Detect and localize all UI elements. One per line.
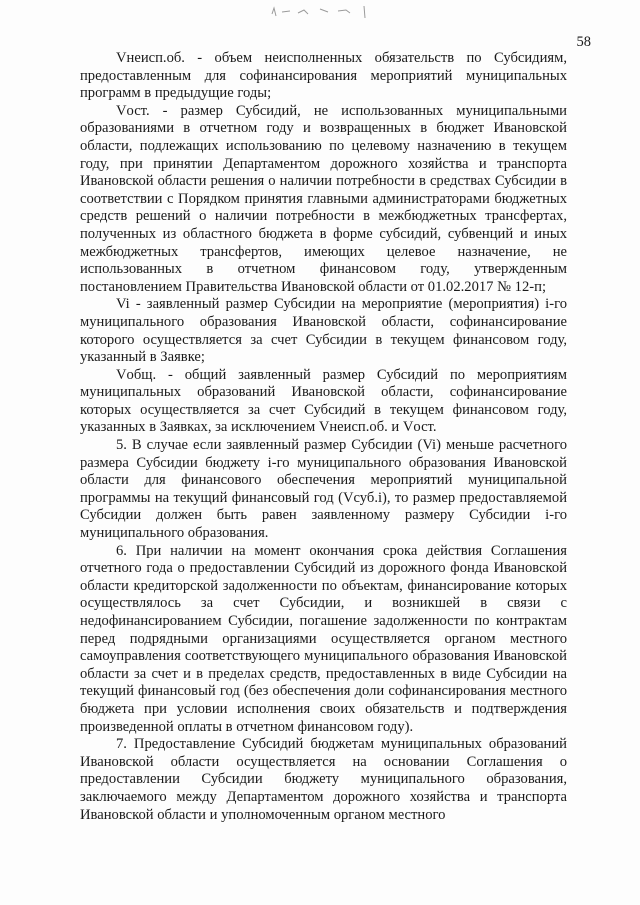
paragraph-vneisp-definition: Vнеисп.об. - объем неисполненных обязательств по Субсидиям, предоставленным для софинансирования мероприятий муниципальных программ в предыдущие годы;: [80, 50, 567, 102]
page-number: 58: [576, 34, 591, 50]
paragraph-item-5: 5. В случае если заявленный размер Субсидии (Vi) меньше расчетного размера Субсидии бюджету i-го муниципального образования Ивановской области для финансового обеспечения мероприятий муниципальной программы на текущий финансовый год (Vсуб.i), то размер предоставляемой Субсидии должен быть равен заявленному размеру Субсидии i-го муниципального образования.: [80, 437, 567, 542]
paragraph-item-6: 6. При наличии на момент окончания срока действия Соглашения отчетного года о предоставлении Субсидий из дорожного фонда Ивановской области кредиторской задолженности по объектам, финансирование которых осуществлялось за счет Субсидии, и возникшей в связи с недофинансированием Субсидии, погашение задолженности по контрактам перед подрядными организациями осуществляется органом местного самоуправления соответствующего муниципального образования Ивановской области за счет и в пределах средств, предоставленных в виде Субсидии на текущий финансовый год (без обеспечения доли софинансирования местного бюджета при условии исполнения своих обязательств и подтверждения произведенной оплаты в отчетном финансовом году).: [80, 542, 567, 735]
scan-artifact-mark: [268, 2, 378, 22]
paragraph-vost-definition: Vост. - размер Субсидий, не использованных муниципальными образованиями в отчетном году и возвращенных в бюджет Ивановской области, подлежащих использованию по целевому назначению в текущем году, при принятии Департаментом дорожного хозяйства и транспорта Ивановской области решения о наличии потребности в средствах Субсидии в соответствии с Порядком принятия главными администраторами бюджетных средств решений о наличии потребности в межбюджетных трансфертах, полученных из областного бюджета в форме субсидий, субвенций и иных межбюджетных трансфертов, имеющих целевое назначение, не использованных в отчетном финансовом году, утвержденным постановлением Правительства Ивановской области от 01.02.2017 № 12-п;: [80, 102, 567, 295]
paragraph-vi-definition: Vi - заявленный размер Субсидии на мероприятие (мероприятия) i-го муниципального образования Ивановской области, софинансирование которого осуществляется за счет Субсидии в текущем финансовом году, указанный в Заявке;: [80, 296, 567, 366]
paragraph-vobsch-definition: Vобщ. - общий заявленный размер Субсидий по мероприятиям муниципальных образований Ивановской области, софинансирование которых осуществляется за счет Субсидий в текущем финансовом году, указанных в Заявках, за исключением Vнеисп.об. и Vост.: [80, 366, 567, 436]
paragraph-item-7: 7. Предоставление Субсидий бюджетам муниципальных образований Ивановской области осуществляется на основании Соглашения о предоставлении Субсидии бюджету муниципального образования, заключаемого между Департаментом дорожного хозяйства и транспорта Ивановской области и уполномоченным органом местного: [80, 736, 567, 823]
document-body: [80, 50, 567, 824]
